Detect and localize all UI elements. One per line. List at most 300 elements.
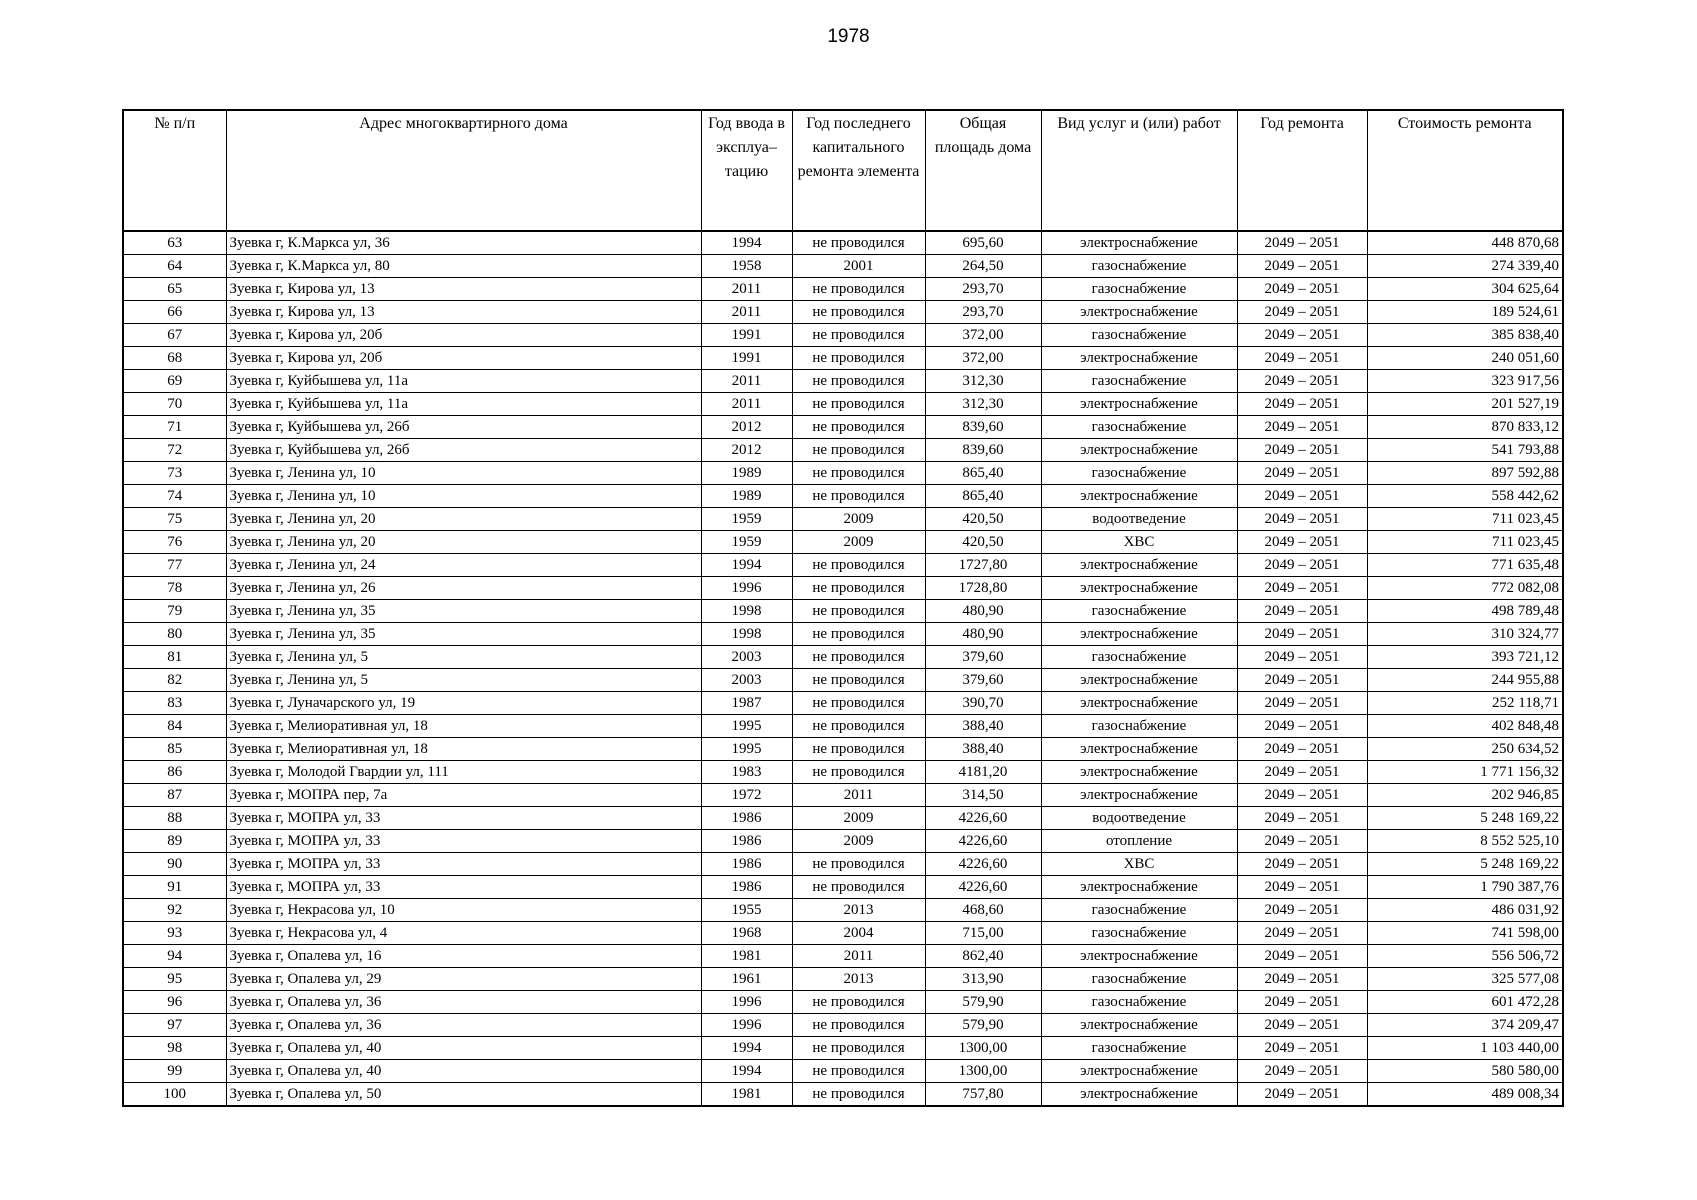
cell-year-built: 2003 xyxy=(701,669,792,692)
cell-last-repair: не проводился xyxy=(792,623,925,646)
cell-cost: 402 848,48 xyxy=(1367,715,1563,738)
cell-last-repair: не проводился xyxy=(792,669,925,692)
cell-repair-period: 2049 – 2051 xyxy=(1237,715,1367,738)
cell-cost: 240 051,60 xyxy=(1367,347,1563,370)
cell-cost: 310 324,77 xyxy=(1367,623,1563,646)
cell-cost: 486 031,92 xyxy=(1367,899,1563,922)
cell-year-built: 2011 xyxy=(701,278,792,301)
cell-repair-period: 2049 – 2051 xyxy=(1237,738,1367,761)
cell-area: 4226,60 xyxy=(925,830,1041,853)
cell-area: 1727,80 xyxy=(925,554,1041,577)
cell-cost: 601 472,28 xyxy=(1367,991,1563,1014)
cell-service: электроснабжение xyxy=(1041,439,1237,462)
table-row xyxy=(123,301,1563,324)
cell-service: водоотведение xyxy=(1041,508,1237,531)
cell-address: Зуевка г, Куйбышева ул, 26б xyxy=(226,439,701,462)
cell-cost: 498 789,48 xyxy=(1367,600,1563,623)
cell-num: 94 xyxy=(123,945,226,968)
table-row xyxy=(123,577,1563,600)
cell-area: 480,90 xyxy=(925,623,1041,646)
cell-service: электроснабжение xyxy=(1041,876,1237,899)
header-cost: Стоимость ремонта xyxy=(1367,110,1563,231)
cell-cost: 304 625,64 xyxy=(1367,278,1563,301)
cell-last-repair: не проводился xyxy=(792,370,925,393)
cell-repair-period: 2049 – 2051 xyxy=(1237,508,1367,531)
table-row xyxy=(123,945,1563,968)
table-row xyxy=(123,1083,1563,1107)
cell-service: электроснабжение xyxy=(1041,393,1237,416)
cell-address: Зуевка г, Ленина ул, 35 xyxy=(226,623,701,646)
cell-service: газоснабжение xyxy=(1041,324,1237,347)
cell-cost: 189 524,61 xyxy=(1367,301,1563,324)
table-row xyxy=(123,968,1563,991)
cell-cost: 897 592,88 xyxy=(1367,462,1563,485)
cell-num: 63 xyxy=(123,231,226,255)
cell-num: 93 xyxy=(123,922,226,945)
cell-address: Зуевка г, Мелиоративная ул, 18 xyxy=(226,738,701,761)
cell-num: 100 xyxy=(123,1083,226,1107)
cell-num: 79 xyxy=(123,600,226,623)
cell-service: электроснабжение xyxy=(1041,1083,1237,1107)
cell-last-repair: не проводился xyxy=(792,600,925,623)
cell-area: 862,40 xyxy=(925,945,1041,968)
cell-last-repair: не проводился xyxy=(792,853,925,876)
table-row xyxy=(123,347,1563,370)
table-row xyxy=(123,1014,1563,1037)
cell-repair-period: 2049 – 2051 xyxy=(1237,761,1367,784)
cell-year-built: 1986 xyxy=(701,853,792,876)
cell-service: электроснабжение xyxy=(1041,784,1237,807)
cell-address: Зуевка г, Ленина ул, 10 xyxy=(226,485,701,508)
cell-service: электроснабжение xyxy=(1041,231,1237,255)
cell-cost: 374 209,47 xyxy=(1367,1014,1563,1037)
cell-num: 64 xyxy=(123,255,226,278)
cell-service: отопление xyxy=(1041,830,1237,853)
cell-num: 99 xyxy=(123,1060,226,1083)
cell-last-repair: 2011 xyxy=(792,945,925,968)
cell-num: 69 xyxy=(123,370,226,393)
cell-service: газоснабжение xyxy=(1041,600,1237,623)
table-body xyxy=(123,231,1563,1106)
cell-year-built: 1987 xyxy=(701,692,792,715)
cell-last-repair: 2004 xyxy=(792,922,925,945)
cell-repair-period: 2049 – 2051 xyxy=(1237,945,1367,968)
cell-address: Зуевка г, МОПРА ул, 33 xyxy=(226,853,701,876)
cell-year-built: 1998 xyxy=(701,623,792,646)
cell-address: Зуевка г, Куйбышева ул, 26б xyxy=(226,416,701,439)
cell-service: газоснабжение xyxy=(1041,416,1237,439)
cell-cost: 558 442,62 xyxy=(1367,485,1563,508)
cell-year-built: 1996 xyxy=(701,1014,792,1037)
cell-last-repair: 2009 xyxy=(792,807,925,830)
cell-address: Зуевка г, Мелиоративная ул, 18 xyxy=(226,715,701,738)
cell-address: Зуевка г, Луначарского ул, 19 xyxy=(226,692,701,715)
cell-service: электроснабжение xyxy=(1041,347,1237,370)
cell-address: Зуевка г, Некрасова ул, 4 xyxy=(226,922,701,945)
cell-address: Зуевка г, Опалева ул, 50 xyxy=(226,1083,701,1107)
cell-repair-period: 2049 – 2051 xyxy=(1237,370,1367,393)
cell-repair-period: 2049 – 2051 xyxy=(1237,462,1367,485)
cell-repair-period: 2049 – 2051 xyxy=(1237,600,1367,623)
cell-cost: 580 580,00 xyxy=(1367,1060,1563,1083)
table-row xyxy=(123,416,1563,439)
cell-cost: 1 771 156,32 xyxy=(1367,761,1563,784)
cell-year-built: 2012 xyxy=(701,439,792,462)
cell-area: 1728,80 xyxy=(925,577,1041,600)
cell-service: водоотведение xyxy=(1041,807,1237,830)
cell-address: Зуевка г, Опалева ул, 40 xyxy=(226,1037,701,1060)
cell-year-built: 1995 xyxy=(701,738,792,761)
cell-cost: 1 103 440,00 xyxy=(1367,1037,1563,1060)
cell-year-built: 2011 xyxy=(701,393,792,416)
cell-last-repair: не проводился xyxy=(792,692,925,715)
cell-address: Зуевка г, Опалева ул, 36 xyxy=(226,991,701,1014)
page-number: 1978 xyxy=(827,26,870,47)
table-row xyxy=(123,646,1563,669)
cell-repair-period: 2049 – 2051 xyxy=(1237,577,1367,600)
cell-service: электроснабжение xyxy=(1041,738,1237,761)
cell-address: Зуевка г, Ленина ул, 10 xyxy=(226,462,701,485)
cell-num: 78 xyxy=(123,577,226,600)
cell-last-repair: не проводился xyxy=(792,393,925,416)
table-row xyxy=(123,1060,1563,1083)
cell-last-repair: не проводился xyxy=(792,554,925,577)
cell-area: 372,00 xyxy=(925,347,1041,370)
cell-repair-period: 2049 – 2051 xyxy=(1237,692,1367,715)
cell-last-repair: не проводился xyxy=(792,1037,925,1060)
cell-cost: 274 339,40 xyxy=(1367,255,1563,278)
cell-address: Зуевка г, Ленина ул, 20 xyxy=(226,531,701,554)
cell-area: 4181,20 xyxy=(925,761,1041,784)
cell-year-built: 1959 xyxy=(701,531,792,554)
cell-address: Зуевка г, Ленина ул, 5 xyxy=(226,669,701,692)
cell-service: газоснабжение xyxy=(1041,968,1237,991)
cell-address: Зуевка г, Ленина ул, 5 xyxy=(226,646,701,669)
cell-year-built: 1994 xyxy=(701,1060,792,1083)
cell-repair-period: 2049 – 2051 xyxy=(1237,623,1367,646)
cell-area: 4226,60 xyxy=(925,876,1041,899)
cell-repair-period: 2049 – 2051 xyxy=(1237,231,1367,255)
cell-last-repair: не проводился xyxy=(792,1060,925,1083)
cell-service: газоснабжение xyxy=(1041,1037,1237,1060)
cell-address: Зуевка г, Молодой Гвардии ул, 111 xyxy=(226,761,701,784)
cell-last-repair: не проводился xyxy=(792,991,925,1014)
cell-year-built: 1994 xyxy=(701,554,792,577)
cell-area: 839,60 xyxy=(925,416,1041,439)
cell-num: 85 xyxy=(123,738,226,761)
cell-address: Зуевка г, Ленина ул, 20 xyxy=(226,508,701,531)
cell-address: Зуевка г, Куйбышева ул, 11а xyxy=(226,370,701,393)
cell-last-repair: не проводился xyxy=(792,715,925,738)
cell-repair-period: 2049 – 2051 xyxy=(1237,324,1367,347)
cell-area: 293,70 xyxy=(925,301,1041,324)
cell-num: 95 xyxy=(123,968,226,991)
cell-area: 379,60 xyxy=(925,646,1041,669)
cell-cost: 325 577,08 xyxy=(1367,968,1563,991)
cell-address: Зуевка г, МОПРА пер, 7а xyxy=(226,784,701,807)
cell-cost: 448 870,68 xyxy=(1367,231,1563,255)
cell-year-built: 1983 xyxy=(701,761,792,784)
cell-repair-period: 2049 – 2051 xyxy=(1237,853,1367,876)
cell-repair-period: 2049 – 2051 xyxy=(1237,807,1367,830)
cell-last-repair: 2009 xyxy=(792,508,925,531)
cell-address: Зуевка г, Опалева ул, 16 xyxy=(226,945,701,968)
cell-area: 4226,60 xyxy=(925,853,1041,876)
cell-repair-period: 2049 – 2051 xyxy=(1237,416,1367,439)
cell-cost: 870 833,12 xyxy=(1367,416,1563,439)
cell-address: Зуевка г, МОПРА ул, 33 xyxy=(226,830,701,853)
cell-num: 74 xyxy=(123,485,226,508)
cell-repair-period: 2049 – 2051 xyxy=(1237,899,1367,922)
cell-address: Зуевка г, Ленина ул, 24 xyxy=(226,554,701,577)
cell-repair-period: 2049 – 2051 xyxy=(1237,1060,1367,1083)
cell-area: 312,30 xyxy=(925,393,1041,416)
cell-repair-period: 2049 – 2051 xyxy=(1237,278,1367,301)
cell-area: 312,30 xyxy=(925,370,1041,393)
cell-num: 84 xyxy=(123,715,226,738)
cell-cost: 323 917,56 xyxy=(1367,370,1563,393)
cell-last-repair: 2001 xyxy=(792,255,925,278)
cell-area: 865,40 xyxy=(925,485,1041,508)
table-row xyxy=(123,738,1563,761)
table-row xyxy=(123,370,1563,393)
cell-address: Зуевка г, Ленина ул, 35 xyxy=(226,600,701,623)
cell-repair-period: 2049 – 2051 xyxy=(1237,347,1367,370)
cell-repair-period: 2049 – 2051 xyxy=(1237,830,1367,853)
cell-year-built: 1989 xyxy=(701,485,792,508)
cell-last-repair: 2011 xyxy=(792,784,925,807)
table-row xyxy=(123,255,1563,278)
cell-num: 71 xyxy=(123,416,226,439)
table-row xyxy=(123,600,1563,623)
cell-last-repair: не проводился xyxy=(792,301,925,324)
cell-year-built: 1986 xyxy=(701,830,792,853)
cell-service: газоснабжение xyxy=(1041,646,1237,669)
cell-year-built: 2011 xyxy=(701,370,792,393)
table-row xyxy=(123,231,1563,255)
header-address: Адрес многоквартирного дома xyxy=(226,110,701,231)
cell-cost: 771 635,48 xyxy=(1367,554,1563,577)
cell-service: электроснабжение xyxy=(1041,945,1237,968)
cell-service: электроснабжение xyxy=(1041,669,1237,692)
cell-last-repair: 2009 xyxy=(792,531,925,554)
table-row xyxy=(123,278,1563,301)
cell-num: 77 xyxy=(123,554,226,577)
table-row xyxy=(123,462,1563,485)
cell-num: 75 xyxy=(123,508,226,531)
cell-area: 293,70 xyxy=(925,278,1041,301)
cell-area: 4226,60 xyxy=(925,807,1041,830)
cell-year-built: 1972 xyxy=(701,784,792,807)
cell-repair-period: 2049 – 2051 xyxy=(1237,439,1367,462)
cell-last-repair: 2009 xyxy=(792,830,925,853)
cell-service: газоснабжение xyxy=(1041,278,1237,301)
table-row xyxy=(123,761,1563,784)
table-row xyxy=(123,531,1563,554)
cell-num: 66 xyxy=(123,301,226,324)
cell-cost: 252 118,71 xyxy=(1367,692,1563,715)
cell-service: газоснабжение xyxy=(1041,715,1237,738)
cell-repair-period: 2049 – 2051 xyxy=(1237,922,1367,945)
cell-address: Зуевка г, Ленина ул, 26 xyxy=(226,577,701,600)
cell-year-built: 1995 xyxy=(701,715,792,738)
cell-service: газоснабжение xyxy=(1041,462,1237,485)
header-repair-period: Год ремонта xyxy=(1237,110,1367,231)
cell-repair-period: 2049 – 2051 xyxy=(1237,1014,1367,1037)
cell-repair-period: 2049 – 2051 xyxy=(1237,646,1367,669)
cell-service: электроснабжение xyxy=(1041,577,1237,600)
table-row xyxy=(123,853,1563,876)
cell-cost: 244 955,88 xyxy=(1367,669,1563,692)
cell-area: 388,40 xyxy=(925,738,1041,761)
cell-num: 97 xyxy=(123,1014,226,1037)
cell-year-built: 2003 xyxy=(701,646,792,669)
cell-cost: 711 023,45 xyxy=(1367,531,1563,554)
cell-area: 1300,00 xyxy=(925,1037,1041,1060)
cell-year-built: 2011 xyxy=(701,301,792,324)
cell-num: 96 xyxy=(123,991,226,1014)
cell-last-repair: не проводился xyxy=(792,439,925,462)
table-row xyxy=(123,876,1563,899)
cell-address: Зуевка г, Некрасова ул, 10 xyxy=(226,899,701,922)
cell-address: Зуевка г, Опалева ул, 29 xyxy=(226,968,701,991)
cell-area: 757,80 xyxy=(925,1083,1041,1107)
cell-num: 87 xyxy=(123,784,226,807)
cell-address: Зуевка г, Кирова ул, 13 xyxy=(226,278,701,301)
cell-last-repair: не проводился xyxy=(792,646,925,669)
cell-num: 82 xyxy=(123,669,226,692)
cell-service: электроснабжение xyxy=(1041,1014,1237,1037)
cell-cost: 250 634,52 xyxy=(1367,738,1563,761)
cell-service: электроснабжение xyxy=(1041,1060,1237,1083)
cell-area: 839,60 xyxy=(925,439,1041,462)
cell-repair-period: 2049 – 2051 xyxy=(1237,255,1367,278)
cell-num: 65 xyxy=(123,278,226,301)
cell-cost: 5 248 169,22 xyxy=(1367,807,1563,830)
cell-area: 390,70 xyxy=(925,692,1041,715)
cell-area: 313,90 xyxy=(925,968,1041,991)
table-row xyxy=(123,508,1563,531)
cell-service: газоснабжение xyxy=(1041,899,1237,922)
cell-num: 83 xyxy=(123,692,226,715)
cell-num: 88 xyxy=(123,807,226,830)
cell-last-repair: 2013 xyxy=(792,968,925,991)
table-row xyxy=(123,393,1563,416)
cell-area: 314,50 xyxy=(925,784,1041,807)
cell-last-repair: не проводился xyxy=(792,1014,925,1037)
cell-cost: 556 506,72 xyxy=(1367,945,1563,968)
cell-last-repair: не проводился xyxy=(792,1083,925,1107)
cell-area: 480,90 xyxy=(925,600,1041,623)
table-row xyxy=(123,669,1563,692)
cell-num: 72 xyxy=(123,439,226,462)
header-service: Вид услуг и (или) работ xyxy=(1041,110,1237,231)
cell-repair-period: 2049 – 2051 xyxy=(1237,1083,1367,1107)
cell-area: 579,90 xyxy=(925,1014,1041,1037)
cell-area: 388,40 xyxy=(925,715,1041,738)
table-row xyxy=(123,830,1563,853)
cell-cost: 393 721,12 xyxy=(1367,646,1563,669)
cell-area: 372,00 xyxy=(925,324,1041,347)
cell-address: Зуевка г, Куйбышева ул, 11а xyxy=(226,393,701,416)
cell-cost: 772 082,08 xyxy=(1367,577,1563,600)
cell-cost: 489 008,34 xyxy=(1367,1083,1563,1107)
cell-year-built: 1996 xyxy=(701,991,792,1014)
cell-service: электроснабжение xyxy=(1041,554,1237,577)
header-year-built: Год ввода в эксплуа–тацию xyxy=(701,110,792,231)
cell-num: 89 xyxy=(123,830,226,853)
cell-service: электроснабжение xyxy=(1041,485,1237,508)
cell-num: 81 xyxy=(123,646,226,669)
table-header xyxy=(123,110,1563,231)
cell-year-built: 1959 xyxy=(701,508,792,531)
cell-year-built: 1994 xyxy=(701,231,792,255)
cell-last-repair: не проводился xyxy=(792,416,925,439)
header-last-repair: Год последнего капитального ремонта элемента xyxy=(792,110,925,231)
cell-area: 865,40 xyxy=(925,462,1041,485)
cell-area: 715,00 xyxy=(925,922,1041,945)
cell-address: Зуевка г, Опалева ул, 40 xyxy=(226,1060,701,1083)
cell-area: 379,60 xyxy=(925,669,1041,692)
repair-registry-table xyxy=(122,109,1564,1107)
cell-address: Зуевка г, К.Маркса ул, 80 xyxy=(226,255,701,278)
cell-cost: 202 946,85 xyxy=(1367,784,1563,807)
cell-num: 86 xyxy=(123,761,226,784)
cell-cost: 8 552 525,10 xyxy=(1367,830,1563,853)
table-row xyxy=(123,324,1563,347)
cell-year-built: 2012 xyxy=(701,416,792,439)
cell-last-repair: не проводился xyxy=(792,761,925,784)
cell-repair-period: 2049 – 2051 xyxy=(1237,876,1367,899)
header-num: № п/п xyxy=(123,110,226,231)
cell-service: газоснабжение xyxy=(1041,370,1237,393)
cell-last-repair: не проводился xyxy=(792,462,925,485)
cell-address: Зуевка г, К.Маркса ул, 36 xyxy=(226,231,701,255)
cell-year-built: 1981 xyxy=(701,945,792,968)
cell-year-built: 1991 xyxy=(701,324,792,347)
cell-area: 468,60 xyxy=(925,899,1041,922)
cell-year-built: 1998 xyxy=(701,600,792,623)
table-row xyxy=(123,784,1563,807)
table-row xyxy=(123,485,1563,508)
cell-service: ХВС xyxy=(1041,853,1237,876)
cell-service: газоснабжение xyxy=(1041,922,1237,945)
cell-year-built: 1994 xyxy=(701,1037,792,1060)
cell-year-built: 1981 xyxy=(701,1083,792,1107)
cell-service: электроснабжение xyxy=(1041,301,1237,324)
cell-repair-period: 2049 – 2051 xyxy=(1237,485,1367,508)
table-row xyxy=(123,1037,1563,1060)
cell-year-built: 1986 xyxy=(701,876,792,899)
cell-area: 1300,00 xyxy=(925,1060,1041,1083)
cell-cost: 385 838,40 xyxy=(1367,324,1563,347)
cell-year-built: 1958 xyxy=(701,255,792,278)
cell-address: Зуевка г, МОПРА ул, 33 xyxy=(226,876,701,899)
cell-repair-period: 2049 – 2051 xyxy=(1237,991,1367,1014)
cell-repair-period: 2049 – 2051 xyxy=(1237,1037,1367,1060)
cell-year-built: 1996 xyxy=(701,577,792,600)
cell-num: 90 xyxy=(123,853,226,876)
cell-num: 67 xyxy=(123,324,226,347)
cell-service: электроснабжение xyxy=(1041,692,1237,715)
cell-year-built: 1961 xyxy=(701,968,792,991)
cell-last-repair: 2013 xyxy=(792,899,925,922)
cell-repair-period: 2049 – 2051 xyxy=(1237,669,1367,692)
cell-repair-period: 2049 – 2051 xyxy=(1237,554,1367,577)
table-row xyxy=(123,807,1563,830)
cell-cost: 741 598,00 xyxy=(1367,922,1563,945)
cell-service: газоснабжение xyxy=(1041,255,1237,278)
